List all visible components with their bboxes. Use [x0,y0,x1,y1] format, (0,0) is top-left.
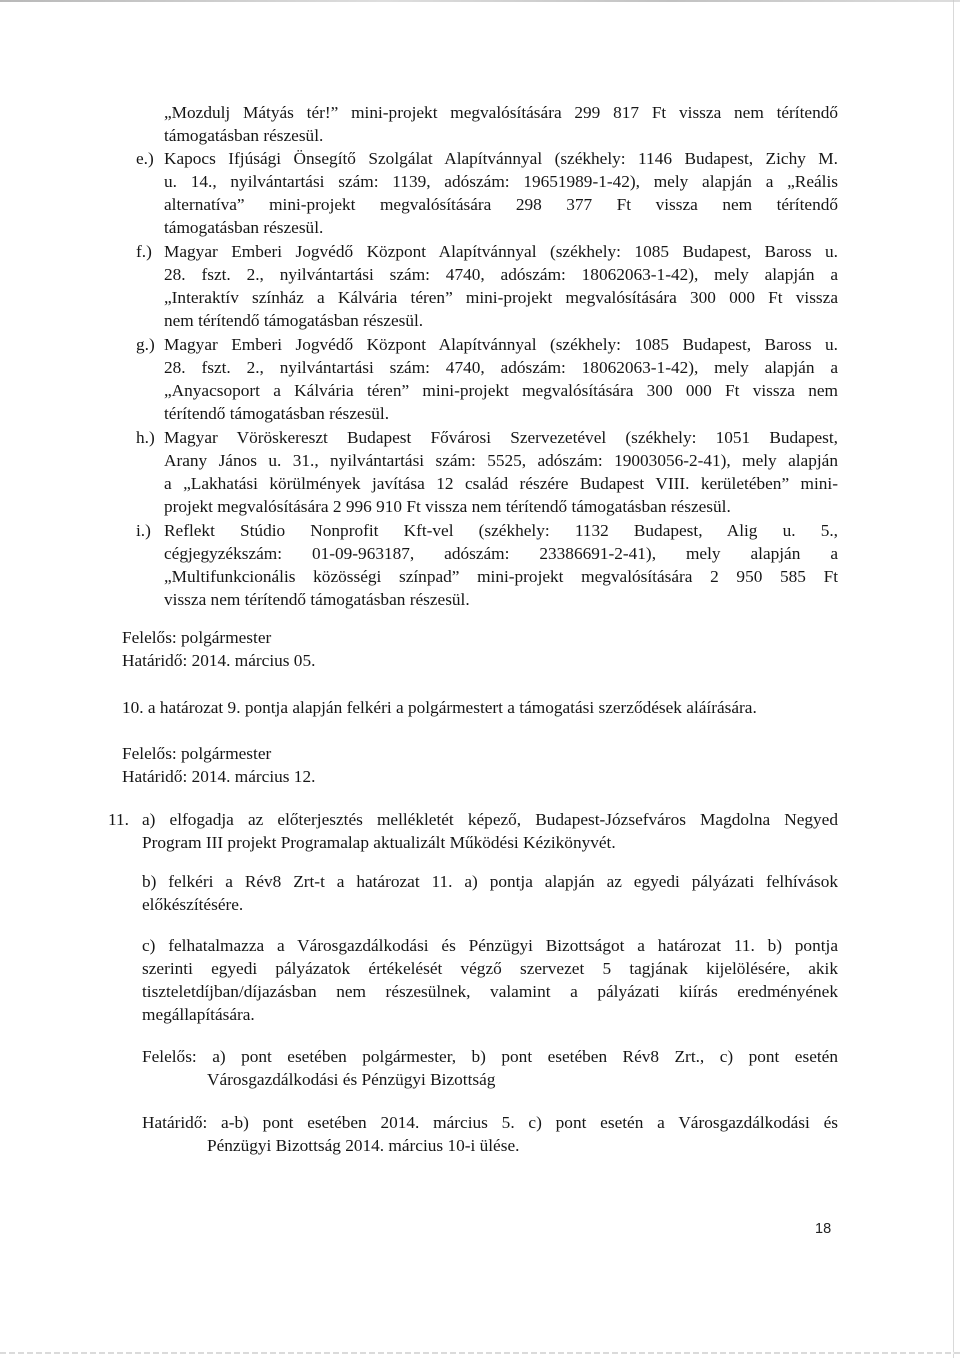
text-line: Program III projekt Programalap aktualizált Működési Kézikönyvét. [142,833,616,852]
deadline-line: Határidő: 2014. március 12. [122,767,316,786]
text-line: Pénzügyi Bizottság 2014. március 10-i ülése. [207,1136,520,1155]
text-line: Kapocs Ifjúsági Önsegítő Szolgálat Alapítvánnyal (székhely: 1146 Budapest, Zichy M. [164,149,838,168]
text-line: a) elfogadja az előterjesztés mellékletét képező, Budapest-Józsefváros Magdolna Negyed [142,810,838,829]
text-line: Arany János u. 31., nyilvántartási szám: 5525, adószám: 19003056-2-41), mely alapján [164,451,838,470]
text-line: vissza nem térítendő támogatásban részesül. [164,590,470,609]
scan-right-edge [953,0,954,1358]
text-line: 28. fszt. 2., nyilvántartási szám: 4740, adószám: 18062063-1-42), mely alapján a [164,358,838,377]
responsible-line: Felelős: a) pont esetében polgármester, b) pont esetében Rév8 Zrt., c) pont esetén [142,1047,838,1066]
text-line: u. 14., nyilvántartási szám: 1139, adószám: 19651989-1-42), mely alapján a „Reális [164,172,838,191]
scan-top-edge [0,0,960,2]
text-line: Magyar Emberi Jogvédő Központ Alapítvánnyal (székhely: 1085 Budapest, Baross u. [164,335,838,354]
text-line: „Mozdulj Mátyás tér!” mini-projekt megvalósítására 299 817 Ft vissza nem térítendő [164,103,838,122]
text-line: „Multifunkcionális közösségi színpad” mini-projekt megvalósítására 2 950 585 Ft [164,567,838,586]
text-line: 28. fszt. 2., nyilvántartási szám: 4740, adószám: 18062063-1-42), mely alapján a [164,265,838,284]
text-line: „Interaktív színház a Kálvária téren” mini-projekt megvalósítására 300 000 Ft vissza [164,288,838,307]
text-line: támogatásban részesül. [164,126,324,145]
responsible-line: Felelős: polgármester [122,628,272,647]
resolution-point-10: 10. a határozat 9. pontja alapján felkéri a polgármestert a támogatási szerződések aláírására. [122,698,757,717]
text-line: térítendő támogatásban részesül. [164,404,390,423]
page-number: 18 [815,1221,832,1237]
text-line: előkészítésére. [142,895,244,914]
text-line: nem térítendő támogatásban részesül. [164,311,424,330]
text-line: Magyar Vöröskereszt Budapest Fővárosi Szervezetével (székhely: 1051 Budapest, [164,428,838,447]
responsible-line: Felelős: polgármester [122,744,272,763]
text-line: „Anyacsoport a Kálvária téren” mini-projekt megvalósítására 300 000 Ft vissza nem [164,381,838,400]
text-line: b) felkéri a Rév8 Zrt-t a határozat 11. a) pontja alapján az egyedi pályázati felhívások [142,872,838,891]
list-label-h: h.) [136,428,155,447]
text-line: Városgazdálkodási és Pénzügyi Bizottság [207,1070,496,1089]
list-label-f: f.) [136,242,152,261]
text-line: tiszteletdíjban/díjazásban nem részesülnek, valamint a pályázati kiírás eredményének [142,982,838,1001]
text-line: Magyar Emberi Jogvédő Központ Alapítvánnyal (székhely: 1085 Budapest, Baross u. [164,242,838,261]
deadline-line: Határidő: a-b) pont esetében 2014. március 5. c) pont esetén a Városgazdálkodási és [142,1113,838,1132]
scan-bottom-edge [0,1352,960,1354]
text-line: cégjegyzékszám: 01-09-963187, adószám: 23386691-2-41), mely alapján a [164,544,838,563]
text-line: megállapítására. [142,1005,255,1024]
text-line: a „Lakhatási körülmények javítása 12 család részére Budapest VIII. kerületében” mini- [164,474,838,493]
text-line: alternatíva” mini-projekt megvalósítására 298 377 Ft vissza nem térítendő [164,195,838,214]
deadline-line: Határidő: 2014. március 05. [122,651,316,670]
text-line: támogatásban részesül. [164,218,324,237]
list-label-i: i.) [136,521,151,540]
list-label-e: e.) [136,149,154,168]
text-line: projekt megvalósítására 2 996 910 Ft vissza nem térítendő támogatásban részesül. [164,497,731,516]
list-label-g: g.) [136,335,155,354]
text-line: c) felhatalmazza a Városgazdálkodási és Pénzügyi Bizottságot a határozat 11. b) pontja [142,936,838,955]
text-line: Reflekt Stúdio Nonprofit Kft-vel (székhely: 1132 Budapest, Alig u. 5., [164,521,838,540]
resolution-point-11-number: 11. [108,810,129,829]
text-line: szerinti egyedi pályázatok értékelését végző szervezet 5 tagjának kijelölésére, akik [142,959,838,978]
